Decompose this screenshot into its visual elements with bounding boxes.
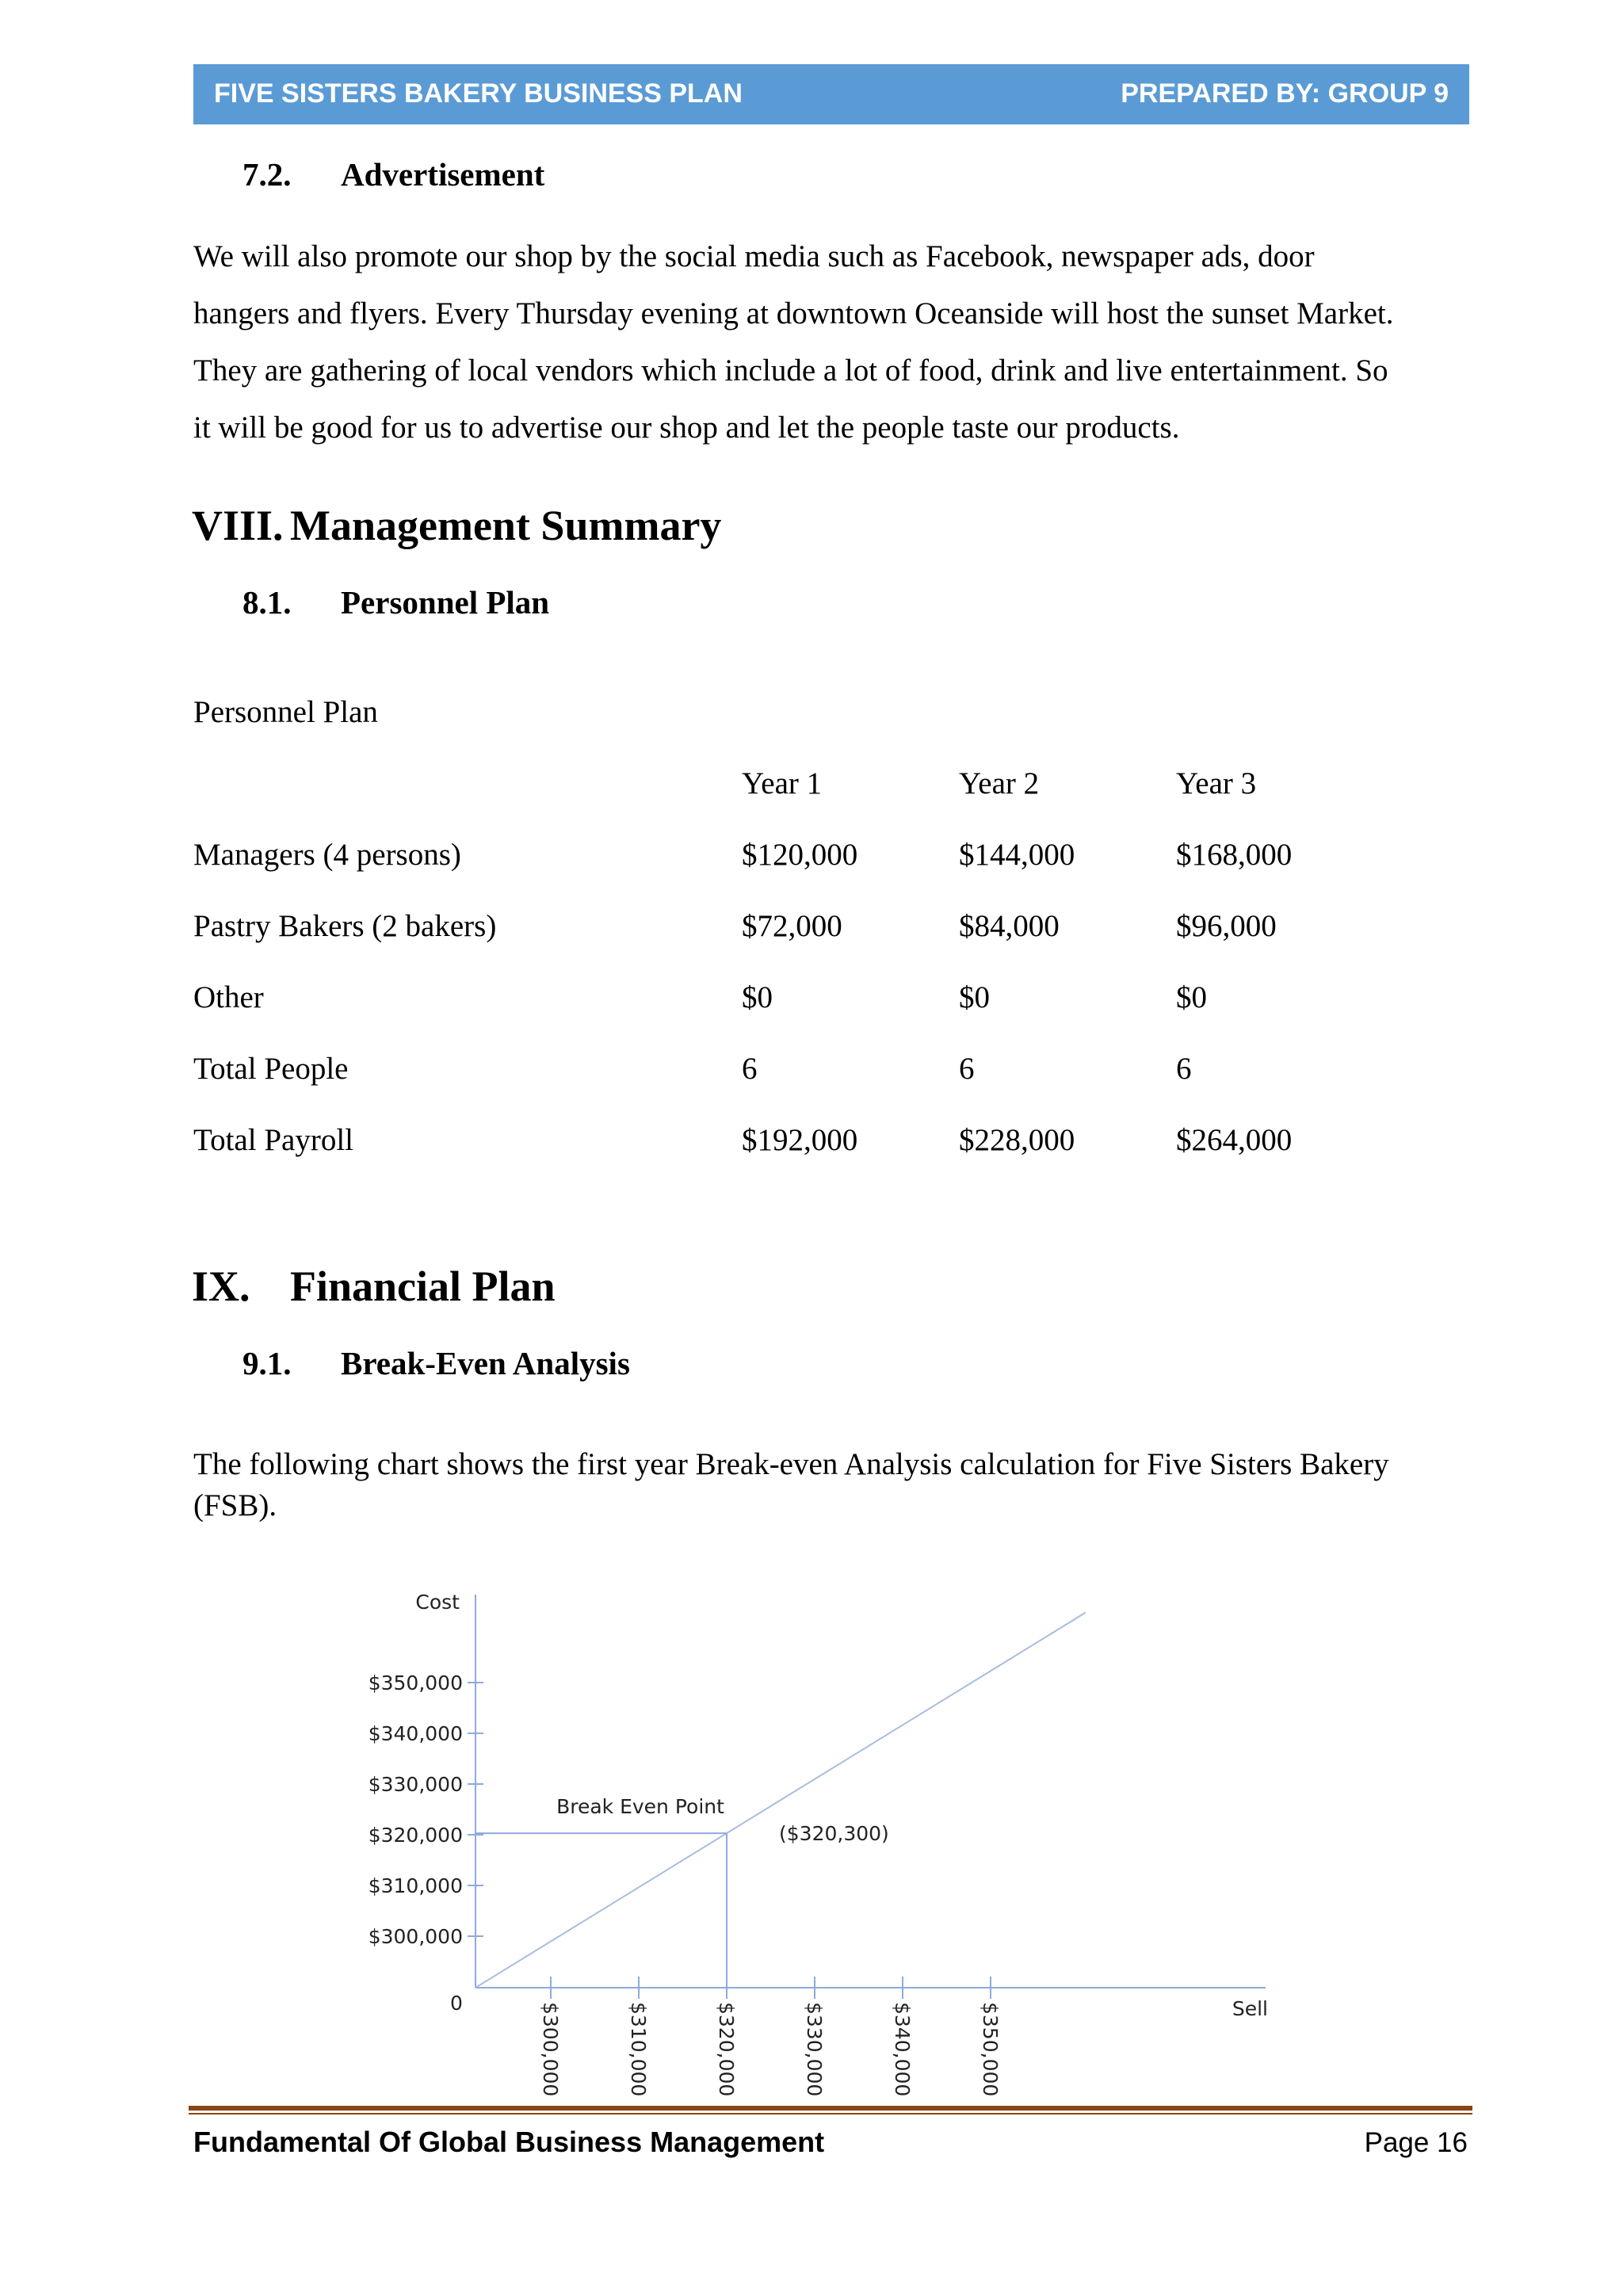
section-number-8-1: 8.1. [242, 584, 292, 621]
y-axis-ticks [369, 1671, 483, 1948]
table-cell: $96,000 [1176, 909, 1277, 943]
x-tick-label: $330,000 [803, 2002, 826, 2097]
table-caption: Personnel Plan [193, 695, 378, 729]
section-title-management-summary: Management Summary [290, 502, 722, 549]
x-axis-ticks [539, 1977, 1002, 2096]
table-cell: $72,000 [742, 909, 842, 943]
footer-rule-thin [189, 2113, 1472, 2115]
section-title-break-even: Break-Even Analysis [341, 1345, 630, 1381]
section-title-advertisement: Advertisement [341, 156, 545, 193]
header-title: FIVE SISTERS BAKERY BUSINESS PLAN [214, 78, 743, 109]
table-cell: $0 [1176, 980, 1207, 1014]
table-cell: $264,000 [1176, 1123, 1293, 1157]
y-tick-label: $310,000 [368, 1874, 463, 1897]
row-label: Pastry Bakers (2 bakers) [193, 909, 497, 943]
table-cell: 6 [742, 1052, 758, 1086]
table-cell: $144,000 [959, 838, 1075, 872]
table-cell: $0 [959, 980, 990, 1014]
table-cell: $0 [742, 980, 773, 1014]
table-cell: $228,000 [959, 1123, 1075, 1157]
y-tick-label: $320,000 [368, 1824, 463, 1847]
section-number-9-1: 9.1. [242, 1345, 292, 1381]
x-tick-label: $310,000 [627, 2002, 650, 2097]
origin-label: 0 [450, 1992, 463, 2015]
table-cell: $168,000 [1176, 838, 1293, 872]
paragraph-line: it will be good for us to advertise our shop and let the people taste our products. [193, 411, 1180, 445]
column-header: Year 1 [742, 766, 823, 800]
y-tick-label: $330,000 [368, 1773, 463, 1796]
y-axis-label: Cost [415, 1591, 460, 1614]
row-label: Total Payroll [193, 1123, 353, 1157]
table-cell: $120,000 [742, 838, 858, 872]
header-author: PREPARED BY: GROUP 9 [1121, 78, 1449, 109]
paragraph-line: We will also promote our shop by the social media such as Facebook, newspaper ads, door [193, 239, 1315, 273]
x-tick-label: $340,000 [891, 2002, 914, 2097]
paragraph-line: The following chart shows the first year Break-even Analysis calculation for Five Sisters Bakery [193, 1447, 1389, 1481]
row-label: Managers (4 persons) [193, 838, 461, 872]
footer-rule [189, 2106, 1472, 2111]
column-header: Year 2 [959, 766, 1040, 800]
table-cell: 6 [1176, 1052, 1192, 1086]
break-even-value-label: ($320,300) [779, 1822, 889, 1846]
section-number-ix: IX. [192, 1263, 250, 1310]
x-axis-label: Sell [1232, 1997, 1268, 2020]
row-label: Total People [193, 1052, 349, 1086]
page-number: Page 16 [1364, 2127, 1468, 2158]
x-tick-label: $300,000 [539, 2002, 562, 2097]
section-title-financial-plan: Financial Plan [290, 1263, 556, 1310]
x-tick-label: $350,000 [979, 2002, 1002, 2097]
table-cell: $192,000 [742, 1123, 858, 1157]
break-even-point-label: Break Even Point [556, 1795, 724, 1819]
table-cell: 6 [959, 1052, 975, 1086]
y-tick-label: $300,000 [368, 1925, 463, 1948]
row-label: Other [193, 980, 264, 1014]
y-tick-label: $350,000 [368, 1671, 463, 1694]
x-tick-label: $320,000 [715, 2002, 738, 2097]
paragraph-line: They are gathering of local vendors which include a lot of food, drink and live entertainment. So [193, 353, 1388, 388]
footer-course-title: Fundamental Of Global Business Management [193, 2126, 825, 2158]
table-cell: $84,000 [959, 909, 1060, 943]
paragraph-line: hangers and flyers. Every Thursday evening at downtown Oceanside will host the sunset Market. [193, 296, 1394, 330]
section-title-personnel-plan: Personnel Plan [341, 584, 550, 621]
section-number-7-2: 7.2. [242, 156, 292, 193]
y-tick-label: $340,000 [368, 1722, 463, 1745]
paragraph-line: (FSB). [193, 1488, 277, 1522]
column-header: Year 3 [1176, 766, 1257, 800]
section-number-viii: VIII. [192, 502, 284, 549]
